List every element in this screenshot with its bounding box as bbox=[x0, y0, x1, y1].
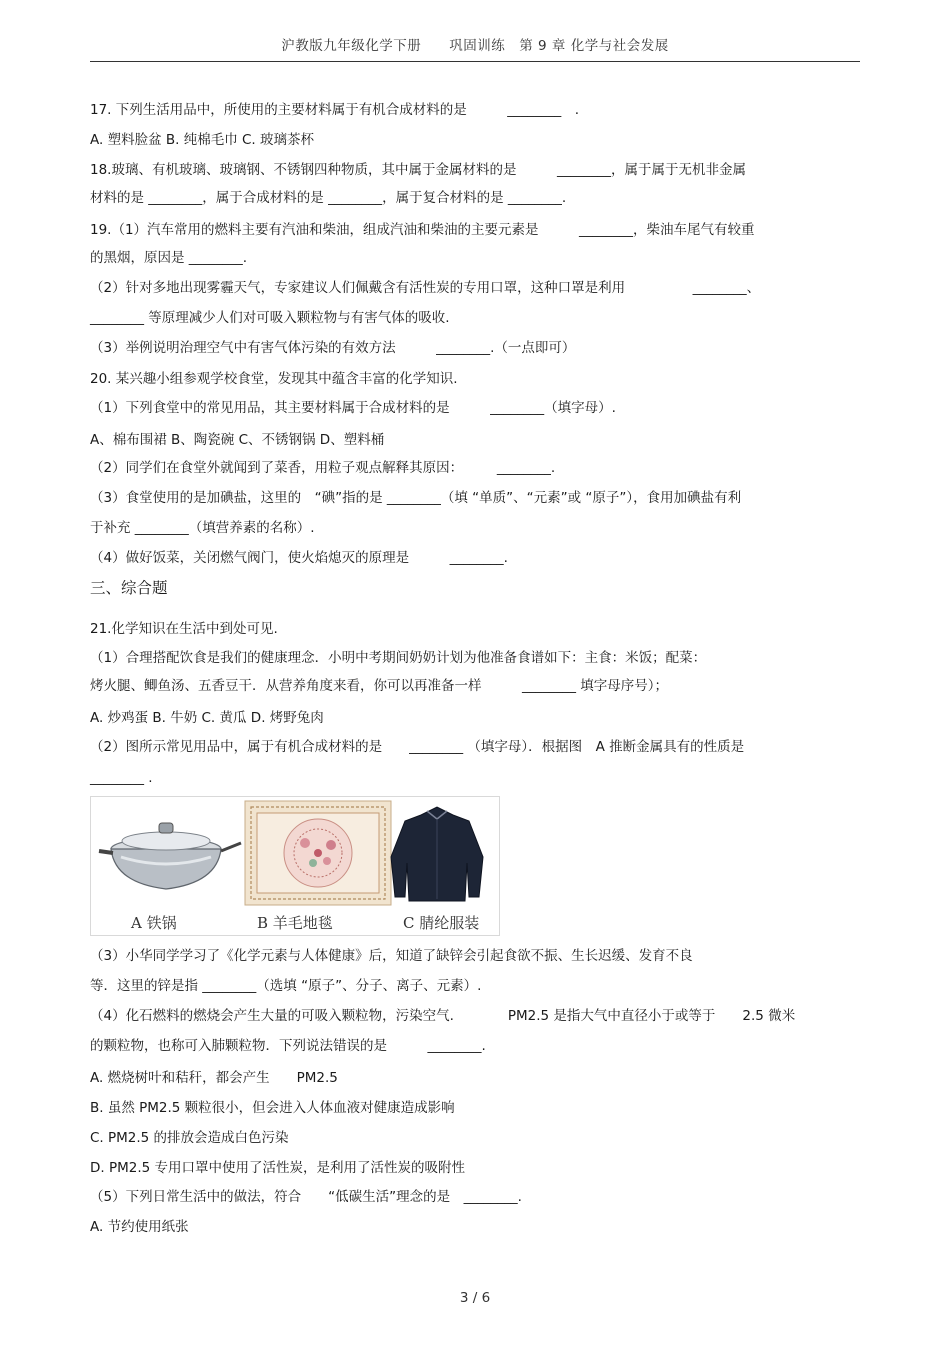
text-line: （5）下列日常生活中的做法，符合 “低碳生活”理念的是 ________. bbox=[90, 1189, 522, 1205]
text-line: （4）做好饭菜，关闭燃气阀门，使火焰熄灭的原理是 ________. bbox=[90, 550, 508, 566]
header-divider bbox=[90, 61, 860, 62]
page-header: 沪教版九年级化学下册 巩固训练 第 9 章 化学与社会发展 bbox=[281, 38, 669, 54]
text-line: （1）合理搭配饮食是我们的健康理念．小明中考期间奶奶计划为他准备食谱如下：主食：米饭；配菜： bbox=[90, 650, 707, 666]
materials-figure bbox=[90, 796, 500, 936]
section-heading: 三、综合题 bbox=[90, 579, 168, 597]
wool-carpet-image bbox=[245, 801, 391, 905]
acrylic-jacket-image bbox=[391, 807, 483, 901]
text-line: （2）同学们在食堂外就闻到了菜香，用粒子观点解释其原因： ________. bbox=[90, 460, 556, 476]
figure-caption-b: B 羊毛地毯 bbox=[257, 914, 333, 932]
figure-caption-a: A 铁锅 bbox=[131, 914, 177, 932]
text-line: A. 燃烧树叶和秸秆，都会产生 PM2.5 bbox=[90, 1070, 338, 1086]
page-number: 3 / 6 bbox=[459, 1290, 491, 1306]
text-line: 烤火腿、鲫鱼汤、五香豆干．从营养角度来看，你可以再准备一样 ________ 填字母序号）； bbox=[90, 678, 669, 694]
text-line: 材料的是 ________，属于合成材料的是 ________，属于复合材料的是 ________. bbox=[90, 190, 567, 206]
text-line: 20. 某兴趣小组参观学校食堂，发现其中蕴含丰富的化学知识. bbox=[90, 371, 458, 387]
text-line: （3）小华同学学习了《化学元素与人体健康》后，知道了缺锌会引起食欲不振、生长迟缓、发育不良 bbox=[90, 948, 693, 964]
text-line: 17. 下列生活用品中，所使用的主要材料属于有机合成材料的是 ________ . bbox=[90, 102, 580, 118]
text-line: 于补充 ________（填营养素的名称）. bbox=[90, 520, 315, 536]
text-line: A、棉布围裙 B、陶瓷碗 C、不锈钢锅 D、塑料桶 bbox=[90, 432, 385, 448]
text-line: A. 炒鸡蛋 B. 牛奶 C. 黄瓜 D. 烤野兔肉 bbox=[90, 710, 324, 726]
text-line: 的黑烟，原因是 ________. bbox=[90, 250, 248, 266]
text-line: ________ . bbox=[90, 770, 153, 786]
text-line: （2）图所示常见用品中，属于有机合成材料的是 ________ （填字母）．根据图 A 推断金属具有的性质是 bbox=[90, 739, 745, 755]
text-line: A. 塑料脸盆 B. 纯棉毛巾 C. 玻璃茶杯 bbox=[90, 132, 315, 148]
text-line: （2）针对多地出现雾霾天气，专家建议人们佩戴含有活性炭的专用口罩，这种口罩是利用 ________、 bbox=[90, 280, 761, 296]
text-line: C. PM2.5 的排放会造成白色污染 bbox=[90, 1130, 289, 1146]
iron-wok-image bbox=[99, 823, 241, 889]
text-line: （4）化石燃料的燃烧会产生大量的可吸入颗粒物，污染空气. PM2.5 是指大气中直径小于或等于 2.5 微米 bbox=[90, 1008, 796, 1024]
text-line: 的颗粒物，也称可入肺颗粒物．下列说法错误的是 ________. bbox=[90, 1038, 486, 1054]
text-line: ________ 等原理减少人们对可吸入颗粒物与有害气体的吸收. bbox=[90, 310, 450, 326]
text-line: 等．这里的锌是指 ________（选填 “原子”、分子、离子、元素）. bbox=[90, 978, 482, 994]
text-line: （3）食堂使用的是加碘盐，这里的 “碘”指的是 ________（填 “单质”、“元素”或 “原子”），食用加碘盐有利 bbox=[90, 490, 742, 506]
figure-caption-c: C 腈纶服装 bbox=[403, 914, 480, 932]
text-line: 19.（1）汽车常用的燃料主要有汽油和柴油，组成汽油和柴油的主要元素是 ________，柴油车尾气有较重 bbox=[90, 222, 755, 238]
text-line: D. PM2.5 专用口罩中使用了活性炭，是利用了活性炭的吸附性 bbox=[90, 1160, 466, 1176]
text-line: A. 节约使用纸张 bbox=[90, 1219, 189, 1235]
text-line: （3）举例说明治理空气中有害气体污染的有效方法 ________.（一点即可） bbox=[90, 340, 576, 356]
text-line: B. 虽然 PM2.5 颗粒很小，但会进入人体血液对健康造成影响 bbox=[90, 1100, 455, 1116]
text-line: 18.玻璃、有机玻璃、玻璃钢、不锈钢四种物质，其中属于金属材料的是 ________，属于属于无机非金属 bbox=[90, 162, 746, 178]
text-line: （1）下列食堂中的常见用品，其主要材料属于合成材料的是 ________（填字母）. bbox=[90, 400, 616, 416]
text-line: 21.化学知识在生活中到处可见. bbox=[90, 621, 278, 637]
